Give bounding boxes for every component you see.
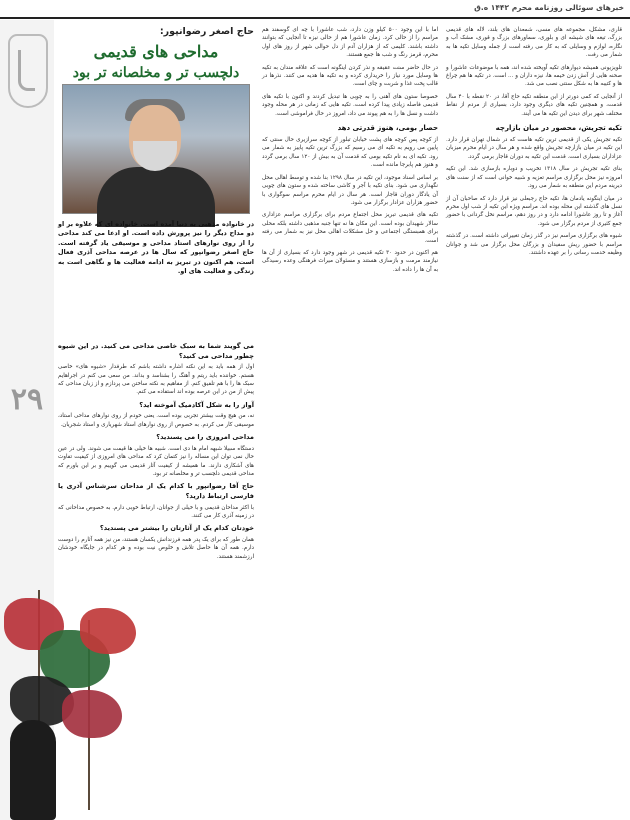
section-subheading: تکیه تجریش، محصور در میان بازارچه [495,124,622,133]
body-paragraph: در حال حاضر سنت عقیقه و نذر کردن اینگونه است که علاقه مندان به تکیه ها وسایل مورد نیاز را خریداری کرده و به تکیه ها هدیه می کنند. نذرها در قالب پخت غذا و شربت و چای است. [262,64,438,88]
body-paragraph: نه، من هیچ وقت بیشتر تجربی بوده است. یعنی خودم از روی نوارهای مداحی استاد، موسیقی کار می کردم. به خصوص از روی نوارهای استاد شهریاری و استاد شجریان. [58,413,254,428]
section-subheading: حصار بومی، هنوز قدرتی دهد [337,124,438,133]
article-subtitle: دلچسب تر و مخلصانه تر بود [72,65,240,81]
body-paragraph: از آنجایی که کمی دورتر از این منطقه تکیه حاج آقا، در ۲۰ نقطه با ۴۰ سال قدمت، و همچنین تکیه های دیگری وجود دارد، بسیاری از مردم از نقاط مختلف شهر برای دیدن این تکیه ها می آیند. [446,93,623,117]
body-paragraph: قاری، مشکل، مجموعه های مسی، شمعدان های بلند، لاله های قدیمی بزرگ، تیغه های شیشه ای و بلوری، سماورهای بزرگ و قوری، مشک آب و نگاره، لوازم و وسایلی که به کار می رفته است از جمله وسایل تکیه ها به شمار می رفت. [446,27,622,59]
body-paragraph: از کوچه پس کوچه های پشت خیابان تبلور از کوچه سرازیری حال سنتی که پایین می رویم به تکیه ای می رسیم که بزرگ ترین تکیه پاییز به شمار می رود. تکیه ای به نام تکیه بومی که قدمت آن به بیش از ۱۲۰ سال برمی گردد و هنوز هم پابرجا مانده است. [262,137,438,169]
body-paragraph: خصوصا ستون های آهنی را به چوبی ها تبدیل کردند و اکنون با تکیه های قدیمی فاصله زیادی پیدا کرده است. تکیه هایی که زمانی در هر محله وجود داشت و نسل ها را به هم پیوند می داد، امروز در حال فراموشی است. [262,93,438,117]
page-number: ۲۹ [10,382,44,417]
body-paragraph: با اکثر مداحان قدیمی و با خیلی از جوانان، ارتباط خوبی دارم. به خصوص مداحانی که در زمینه آذری کار می کنند. [58,504,254,520]
body-paragraph: اول از همه باید به این نکته اشاره داشته باشم که طرفدار «شیوه های» خاصی هستم. خواننده باید ریتم و آهنگ را بشناسد و بداند. من سعی می کنم در اجراهایم سبک ها را با هم تلفیق کنم. از مفاهیم به نکته ساختن می پردازم و از زبان مداحی که پیش از من در این عرصه بوده اند استفاده می کنم. [58,364,254,396]
red-flag-icon [62,690,122,738]
body-paragraph: تلویزیونی همیشه دیوارهای تکیه آویخته شده اند، همه با موضوعات عاشورا و صحنه هایی از آنش زدن خیمه ها، نیزه داران و ... است. در تکیه ها هم چراغ ها و کتیبه ها به شکل سنتی نصب می شد. [446,64,622,88]
body-paragraph: همان طور که برای یک پدر همه فرزندانش یکسان هستند، من نیز همه آثارم را دوست دارم. همه آن ها حاصل تلاش و خلوص نیت بوده و هر کدام در جایگاه خودشان ارزشمند هستند. [58,537,254,560]
body-paragraph: اما با این وجود ۵۰۰ کیلو وزن دارد، شب عاشورا با چه ای گوسفند هم مراسم را از حالی کرد. زمان عاشورا هم از حالی نیزه تا آنجایی که بتوانند داشته باشند. کلیمی که از هزاران آدم از دل حوالی شهر از روز های اول محرم، قرمز رنگ و شب ها جمع هستند. [262,27,439,59]
interview-question: خودتان کدام یک از آثارتان را بیشتر می پسندید؟ [99,524,254,533]
body-paragraph: بنای تکیه تجریش در سال ۱۳۱۸ تخریب و دوباره بازسازی شد. این تکیه امروزه نیز محل برگزاری مراسم تعزیه و شبیه خوانی است که از سنت های دیرینه مردم این منطقه به شمار می رود. [446,166,622,190]
interview-question: مداحی امروزی را می پسندید؟ [156,433,254,442]
column-middle [262,26,438,278]
body-paragraph: در میان اینگونه یادمان ها، تکیه حاج رجبعلی نیز قرار دارد که صاحبان آن از نسل های گذشته این محله بوده اند. مراسم ویژه این تکیه از شب اول محرم آغاز و تا روز عاشورا ادامه دارد و در روز دهم، مراسم نخل گردانی با حضور جمع کثیری از مردم برگزار می شود. [446,195,622,227]
header-divider [0,17,630,19]
article-header [58,26,254,216]
body-paragraph: هم اکنون در حدود ۳۰ تکیه قدیمی در شهر وجود دارد که بسیاری از آن ها نیازمند مرمت و بازسازی هستند و مسئولان میراث فرهنگی وعده رسیدگی به آن ها را داده اند. [262,249,439,273]
column-interview [58,338,254,565]
body-paragraph: دستگاه سبیلا شبهه امام ها دی است. شبیه ها خیلی ها قیمت می شوند. ولی در عین حال نمی توان این مساله را نیز کتمان کرد که مداحی های امروزی از کیفیت تفاوت های آشکاری دارند. ما همیشه از کیفیت آثار قدیمی می گوییم و بر این باورم که مداحی قدیمی دلچسب تر و مخلصانه تر بود. [58,445,254,478]
body-paragraph: شیوه های برگزاری مراسم نیز در گذر زمان تغییراتی داشته است. در گذشته مراسم با حضور ریش سفیدان و بزرگان محل برگزار می شد و جوانان وظیفه خدمت رسانی را بر عهده داشتند. [446,233,622,256]
body-paragraph: بر اساس اسناد موجود، این تکیه در سال ۱۲۹۸ بنا شده و توسط اهالی محل نگهداری می شود. بنای تکیه با آجر و کاشی ساخته شده و ستون های چوبی آن یادگار دوران قاجار است. هر سال در ایام محرم مراسم سوگواری با حضور هزاران عزادار برگزار می شود. [262,174,438,206]
body-paragraph: تکیه های قدیمی تبریز محل اجتماع مردم برای برگزاری مراسم عزاداری سالار شهیدان بوده است. این مکان ها نه تنها جنبه مذهبی داشته بلکه محلی برای همبستگی اجتماعی و حل مشکلات اهالی محل نیز به شمار می رفته است. [262,212,438,244]
interview-question: حاج آقا رضوانپور با کدام یک از مداحان سرشناس آذری یا فارسی ارتباط دارید؟ [58,482,254,501]
article-kicker: حاج اصغر رضوانپور: [159,26,254,37]
interview-question: آواز را به شکل آکادمیک آموخته اید؟ [139,400,254,409]
article-title: مداحی های قدیمی [93,42,219,61]
mourner-figure [10,720,56,820]
red-flag-icon [80,608,136,654]
ornament-icon [18,50,35,91]
article-lead: در خانواده مذهبی به دنیا آمده است. خانواده ای که علاوه بر او دو مداح دیگر را نیز پرورش داده است. او ادعا می کند مداحی را از روی نوارهای استاد مداحی و موسیقی یاد گرفته است. حاج اصغر رضوانپور که سال ها در عرصه مداحی آذری فعال است، هم اکنون در تبریز به ادامه فعالیت ها و نگاهی است به زندگی و فعالیت های او. [58,220,254,276]
column-right [446,26,622,261]
portrait-body [97,167,215,227]
running-header: خبرهای سوئالی روزنامه محرم ۱۴۴۲ ه.ق [474,3,624,12]
page-header [0,0,630,19]
portrait-photo [62,84,250,214]
body-paragraph: تکیه تجریش یکی از قدیمی ترین تکیه هاست که در شمال تهران قرار دارد. این تکیه در میان بازارچه تجریش واقع شده و هر سال در ایام محرم میزبان عزاداران بسیاری است. قدمت این تکیه به دوران قاجار برمی گردد. [446,137,622,160]
interview-question: می گویند شما به سبک خاصی مداحی می کنید. در این شیوه چطور مداحی می کنید؟ [58,342,254,360]
